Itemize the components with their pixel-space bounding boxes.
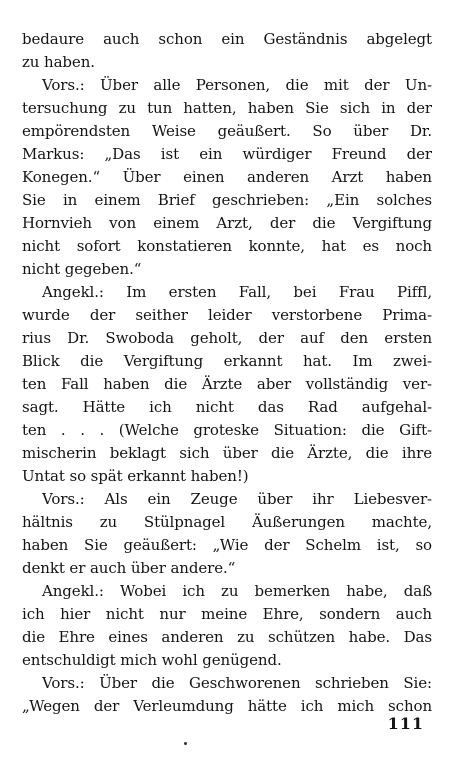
print-speck [184,742,187,745]
text-line: denkt er auch über andere.“ [22,559,236,577]
text-line: Hornvieh von einem Arzt, der die Vergiftung [22,214,432,232]
text-line: Vors.: Als ein Zeuge über ihr Liebesver- [42,490,432,508]
text-line: die Ehre eines anderen zu schützen habe. Das [22,628,432,646]
text-line: sagt. Hätte ich nicht das Rad aufgehal- [22,398,432,416]
text-line: wurde der seither leider verstorbene Prima- [22,306,432,324]
page-number: 111 [387,714,424,733]
text-line: Blick die Vergiftung erkannt hat. Im zwei- [22,352,432,370]
text-line: Sie in einem Brief geschrieben: „Ein solches [22,191,432,209]
text-line: Konegen.“ Über einen anderen Arzt haben [22,168,432,186]
book-page-text [22,28,432,718]
text-line: Angekl.: Wobei ich zu bemerken habe, daß [42,582,432,600]
text-line: Markus: „Das ist ein würdiger Freund der [22,145,432,163]
text-line: ten . . . (Welche groteske Situation: die Gift- [22,421,432,439]
text-line: „Wegen der Verleumdung hätte ich mich schon [22,697,432,715]
text-line: zu haben. [22,53,95,71]
text-line: ten Fall haben die Ärzte aber vollständig ver- [22,375,432,393]
text-line: ich hier nicht nur meine Ehre, sondern auch [22,605,432,623]
text-line: nicht gegeben.“ [22,260,142,278]
text-line: Vors.: Über alle Personen, die mit der Un- [42,76,432,94]
text-line: entschuldigt mich wohl genügend. [22,651,282,669]
text-line: Untat so spät erkannt haben!) [22,467,249,485]
text-line: mischerin beklagt sich über die Ärzte, die ihre [22,444,432,462]
text-line: hältnis zu Stülpnagel Äußerungen machte, [22,513,432,531]
text-line: empörendsten Weise geäußert. So über Dr. [22,122,432,140]
text-line: Angekl.: Im ersten Fall, bei Frau Piffl, [42,283,432,301]
text-line: rius Dr. Swoboda geholt, der auf den ersten [22,329,432,347]
text-line: Vors.: Über die Geschworenen schrieben Sie: [42,674,432,692]
text-line: nicht sofort konstatieren konnte, hat es noch [22,237,432,255]
text-line: haben Sie geäußert: „Wie der Schelm ist, so [22,536,432,554]
text-line: tersuchung zu tun hatten, haben Sie sich in der [22,99,432,117]
text-line: bedaure auch schon ein Geständnis abgelegt [22,30,432,48]
